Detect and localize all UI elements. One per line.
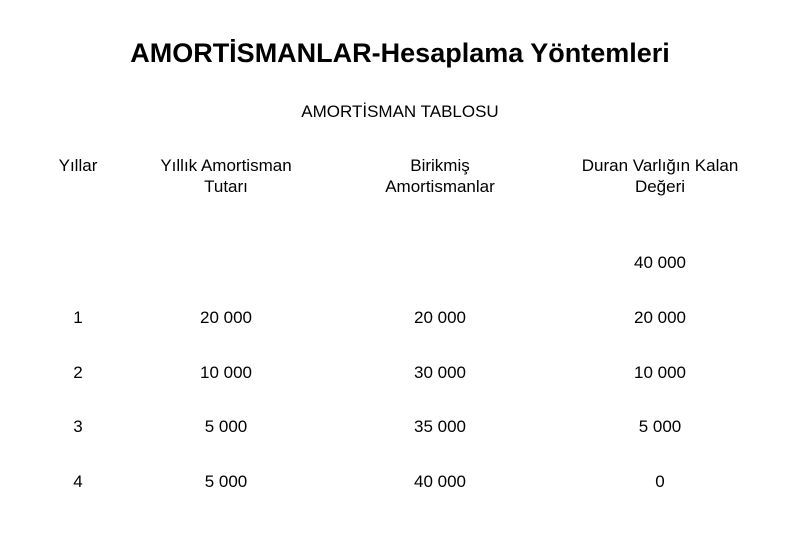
header-accumulated-line1: Birikmiş [410, 156, 470, 175]
header-years-label: Yıllar [58, 156, 98, 175]
header-annual-line1: Yıllık Amortisman [160, 156, 292, 175]
table-cell-accumulated: 35 000 [414, 417, 466, 436]
table-cell-remaining: 0 [655, 472, 665, 491]
header-annual-amortization [126, 155, 326, 197]
initial-remaining-value: 40 000 [634, 253, 686, 272]
table-cell-annual: 5 000 [204, 417, 248, 436]
header-remaining-line1: Duran Varlığın Kalan [581, 156, 739, 175]
table-cell-remaining: 20 000 [634, 308, 686, 327]
page-title: AMORTİSMANLAR-Hesaplama Yöntemleri [130, 38, 670, 68]
header-annual-line2: Tutarı [204, 177, 248, 196]
table-cell-remaining: 5 000 [638, 417, 682, 436]
table-cell-year: 2 [73, 363, 83, 382]
header-accumulated-amortization [340, 155, 540, 197]
table-cell-year: 1 [73, 308, 83, 327]
table-cell-remaining: 10 000 [634, 363, 686, 382]
header-remaining-line2: Değeri [634, 177, 686, 196]
table-cell-year: 4 [73, 472, 83, 491]
table-cell-accumulated: 30 000 [414, 363, 466, 382]
table-cell-annual: 5 000 [204, 472, 248, 491]
table-cell-year: 3 [73, 417, 83, 436]
table-cell-accumulated: 40 000 [414, 472, 466, 491]
header-years [38, 155, 118, 176]
table-cell-accumulated: 20 000 [414, 308, 466, 327]
table-cell-annual: 10 000 [200, 363, 252, 382]
table-cell-annual: 20 000 [200, 308, 252, 327]
header-accumulated-line2: Amortismanlar [385, 177, 495, 196]
table-title: AMORTİSMAN TABLOSU [301, 102, 499, 121]
header-remaining-value [555, 155, 765, 197]
